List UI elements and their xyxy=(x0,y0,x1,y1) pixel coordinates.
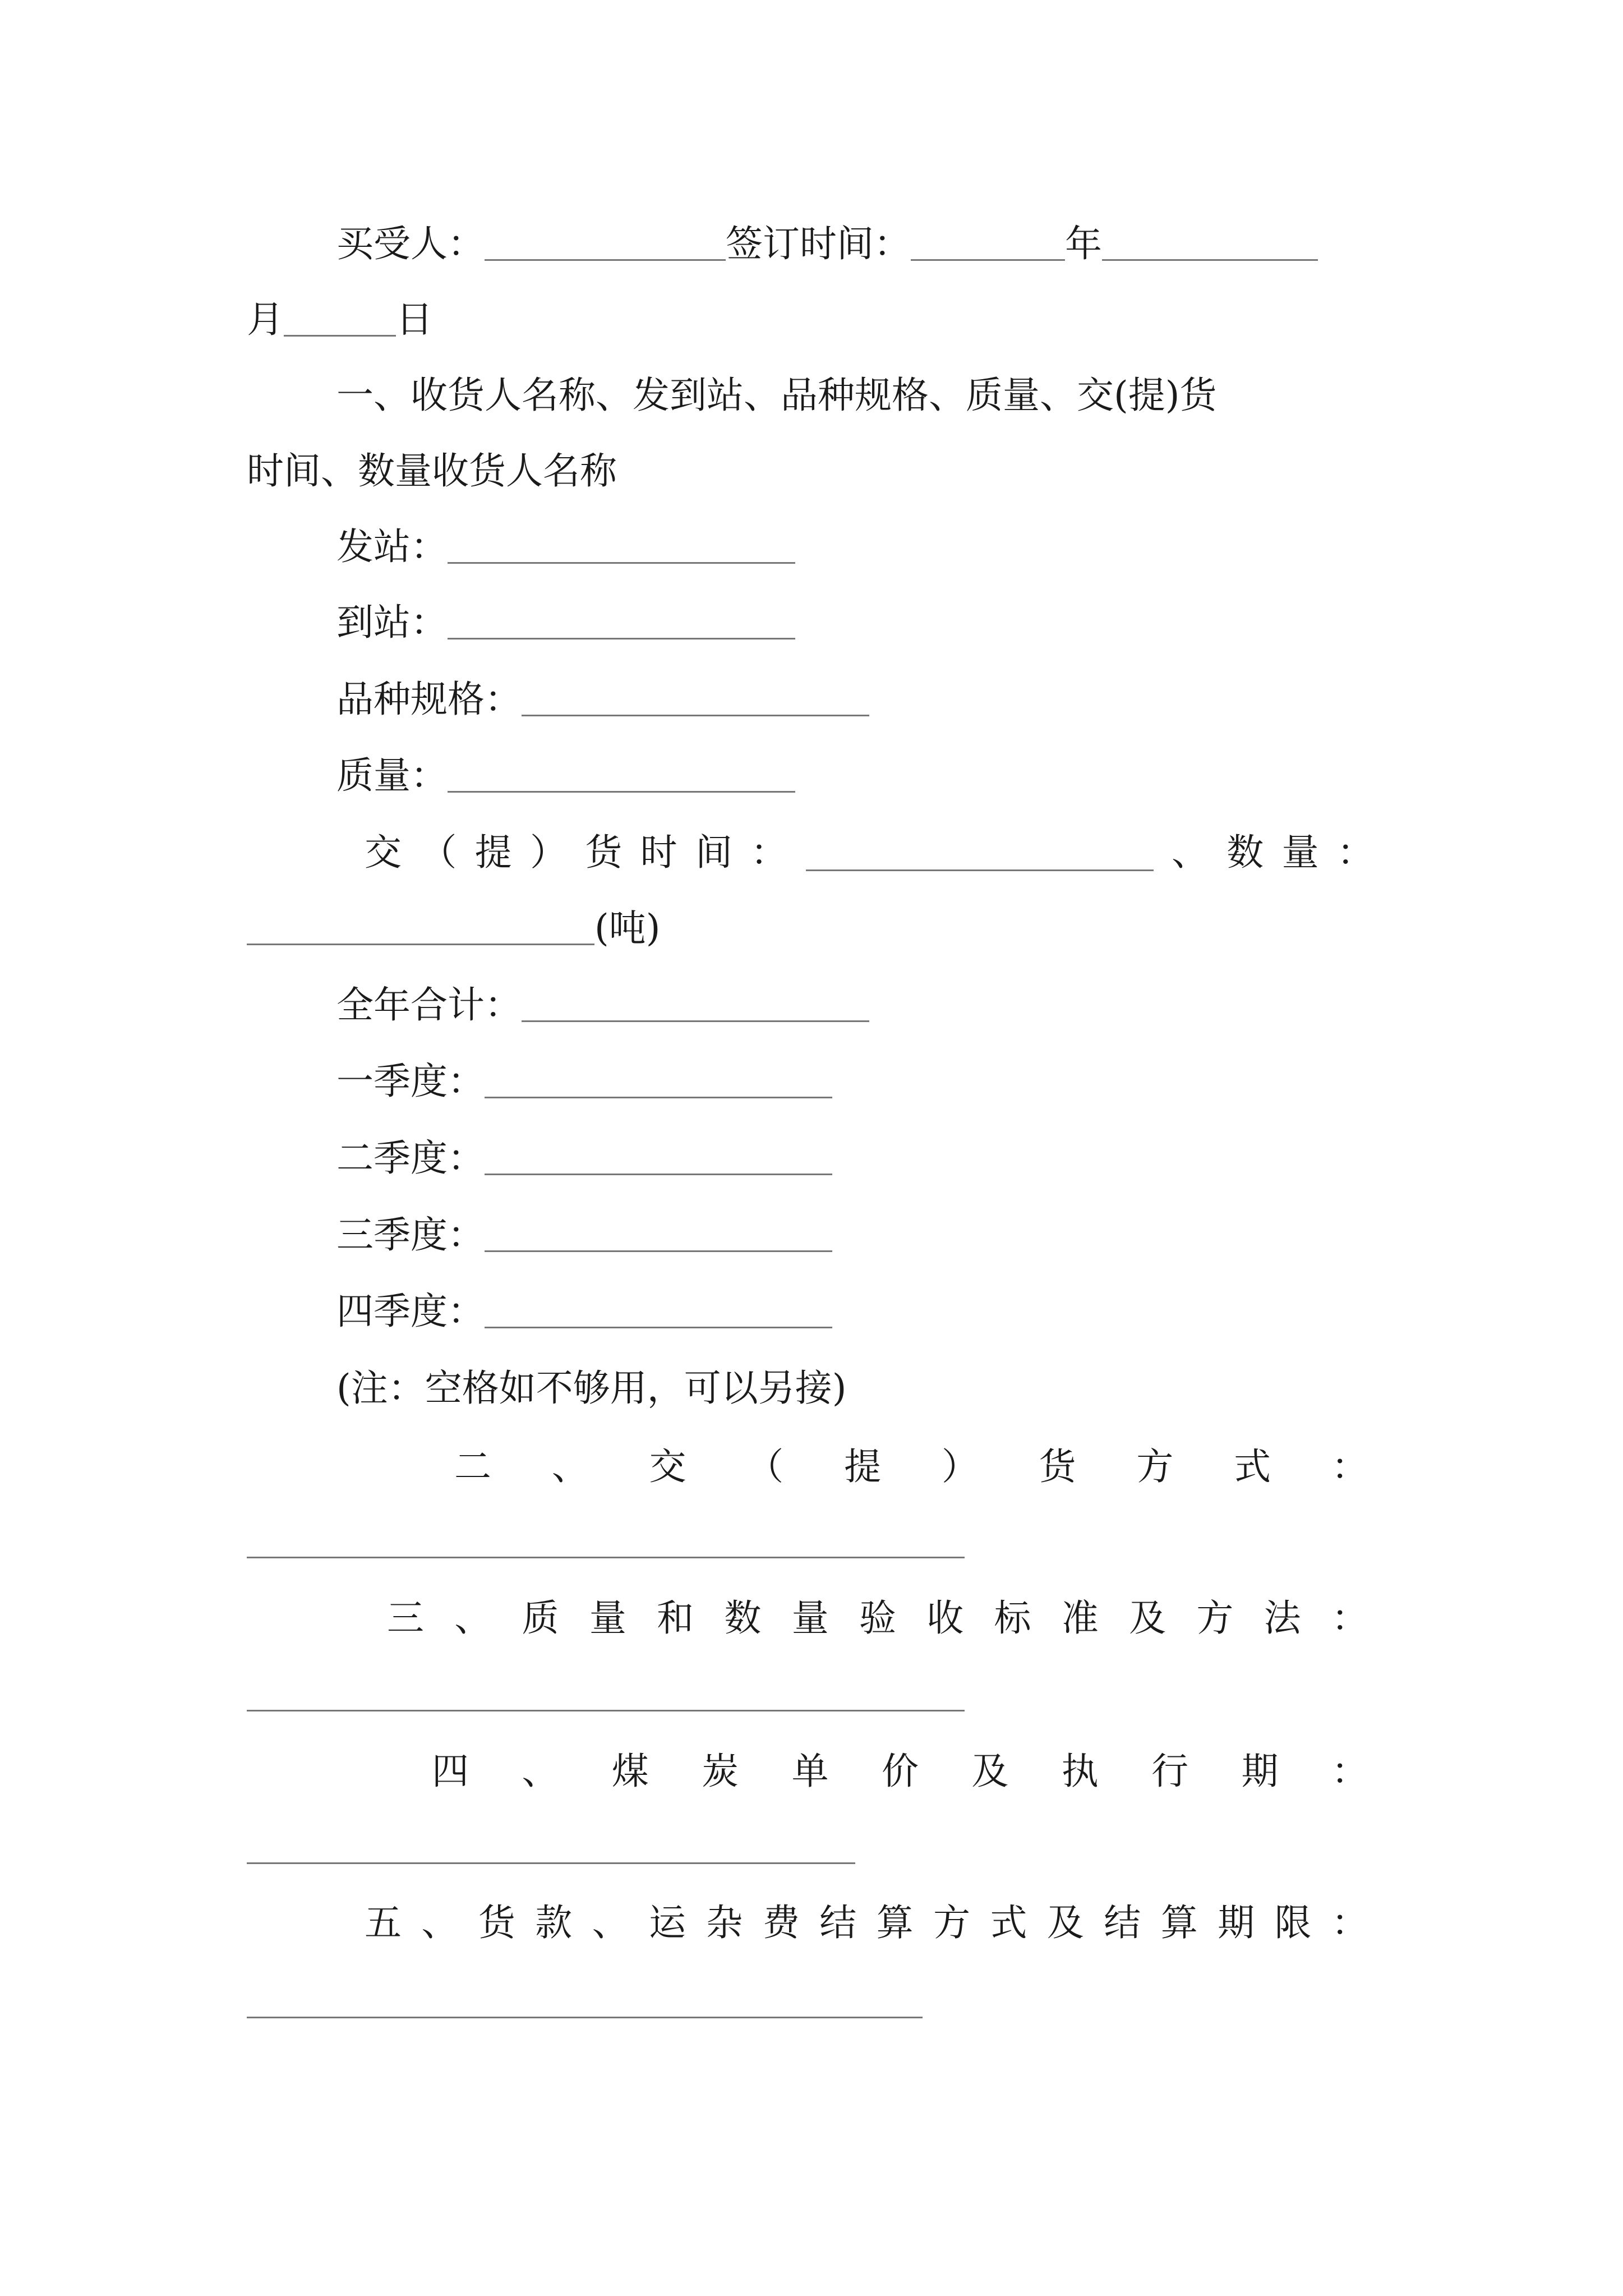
departure-blank[interactable] xyxy=(448,527,795,564)
q4-label: 四季度： xyxy=(336,1290,485,1333)
note-text: (注：空格如不够用，可以另接) xyxy=(336,1366,847,1410)
section4-title xyxy=(432,1741,1368,1802)
s5-char: 期 xyxy=(1218,1901,1255,1944)
s4-char: 、 xyxy=(522,1750,559,1793)
s5-char: 五 xyxy=(365,1901,402,1944)
q1-label: 一季度： xyxy=(336,1060,485,1103)
s5-char: 款 xyxy=(535,1901,573,1944)
s4-char: 行 xyxy=(1151,1750,1189,1793)
s3-char: 量 xyxy=(589,1596,626,1640)
s2-char: ） xyxy=(941,1445,979,1488)
q4-row xyxy=(336,1281,832,1342)
s5-char: ： xyxy=(1331,1901,1368,1944)
annual-total-label: 全年合计： xyxy=(336,983,522,1027)
buyer-blank[interactable] xyxy=(485,224,726,261)
q3-row xyxy=(336,1204,832,1266)
s3-char: ： xyxy=(1331,1596,1368,1640)
s3-char: 方 xyxy=(1196,1596,1234,1640)
s3-char: 及 xyxy=(1129,1596,1166,1640)
dt-char: 货 xyxy=(585,831,623,874)
s5-char: 、 xyxy=(592,1901,629,1944)
s5-char: 方 xyxy=(933,1901,971,1944)
s4-char: 四 xyxy=(432,1750,469,1793)
section1-title-line1: 一、收货人名称、发到站、品种规格、质量、交(提)货 xyxy=(336,374,1217,417)
delivery-time-row xyxy=(365,822,1374,884)
quality-label: 质量： xyxy=(336,754,448,797)
s5-char: 结 xyxy=(819,1901,857,1944)
dt-char: 数 xyxy=(1227,831,1264,874)
q2-blank[interactable] xyxy=(485,1139,832,1175)
s3-char: 准 xyxy=(1061,1596,1099,1640)
s3-char: 数 xyxy=(724,1596,762,1640)
s2-char: 方 xyxy=(1136,1445,1174,1488)
s3-char: 法 xyxy=(1264,1596,1301,1640)
s5-char: 运 xyxy=(649,1901,686,1944)
s2-char: 提 xyxy=(844,1445,882,1488)
dt-char: ： xyxy=(1336,831,1374,874)
dt-char: 间 xyxy=(695,831,732,874)
quality-row xyxy=(336,745,795,807)
q1-blank[interactable] xyxy=(485,1062,832,1098)
dt-char: 提 xyxy=(474,831,512,874)
section3-title xyxy=(387,1588,1368,1649)
q3-blank[interactable] xyxy=(485,1216,832,1252)
s3-char: 标 xyxy=(994,1596,1031,1640)
s3-char: 和 xyxy=(657,1596,694,1640)
arrival-blank[interactable] xyxy=(448,603,795,639)
s5-char: 费 xyxy=(762,1901,800,1944)
s4-char: 单 xyxy=(791,1750,829,1793)
month-blank-lead[interactable] xyxy=(1102,224,1318,261)
buyer-label: 买受人： xyxy=(336,222,485,265)
s2-char: 二 xyxy=(454,1445,491,1488)
delivery-time-blank[interactable] xyxy=(806,835,1154,871)
s4-char: 煤 xyxy=(611,1750,649,1793)
dt-char: （ xyxy=(419,831,457,874)
q2-label: 二季度： xyxy=(336,1137,485,1180)
dt-char: 时 xyxy=(640,831,677,874)
q3-label: 三季度： xyxy=(336,1213,485,1257)
month-label: 月 xyxy=(247,298,284,341)
s5-char: 算 xyxy=(876,1901,914,1944)
section5-title xyxy=(365,1892,1368,1954)
dt-char: 量 xyxy=(1281,831,1319,874)
s3-char: 收 xyxy=(926,1596,964,1640)
s3-char: 验 xyxy=(859,1596,896,1640)
s2-char: 货 xyxy=(1039,1445,1076,1488)
q1-row xyxy=(336,1051,832,1112)
q2-row xyxy=(336,1128,832,1189)
s5-char: 限 xyxy=(1274,1901,1312,1944)
s5-char: 式 xyxy=(990,1901,1027,1944)
s2-char: （ xyxy=(746,1445,784,1488)
section3-blank[interactable] xyxy=(247,1710,965,1711)
section4-blank[interactable] xyxy=(247,1862,855,1864)
date-line-2 xyxy=(247,289,433,351)
s5-char: 货 xyxy=(478,1901,515,1944)
quantity-blank[interactable] xyxy=(247,909,594,945)
quantity-row xyxy=(247,898,661,959)
annual-total-row xyxy=(336,974,869,1036)
s4-char: ： xyxy=(1331,1750,1368,1793)
section2-blank[interactable] xyxy=(247,1557,965,1558)
s3-char: 量 xyxy=(791,1596,829,1640)
s5-char: 杂 xyxy=(706,1901,743,1944)
s5-char: 算 xyxy=(1160,1901,1198,1944)
q4-blank[interactable] xyxy=(485,1292,832,1328)
date-label: 签订时间： xyxy=(726,222,911,265)
s3-char: 三 xyxy=(387,1596,424,1640)
s5-char: 、 xyxy=(421,1901,459,1944)
s3-char: 、 xyxy=(454,1596,492,1640)
dt-char: ： xyxy=(750,831,788,874)
arrival-label: 到站： xyxy=(336,601,448,644)
spec-row xyxy=(336,669,869,730)
s5-char: 结 xyxy=(1104,1901,1141,1944)
s2-char: 式 xyxy=(1234,1445,1271,1488)
s4-char: 期 xyxy=(1241,1750,1279,1793)
year-blank[interactable] xyxy=(911,224,1065,261)
ton-label: (吨) xyxy=(594,907,661,950)
day-blank[interactable] xyxy=(284,300,396,337)
s3-char: 质 xyxy=(522,1596,559,1640)
section5-blank[interactable] xyxy=(247,2017,923,2018)
annual-total-blank[interactable] xyxy=(522,986,869,1022)
section2-title xyxy=(454,1436,1368,1498)
dt-char: 交 xyxy=(365,831,402,874)
section1-title-line2: 时间、数量收货人名称 xyxy=(247,449,617,493)
dt-char: ） xyxy=(529,831,567,874)
departure-row xyxy=(336,516,795,578)
s2-char: ： xyxy=(1331,1445,1368,1488)
s4-char: 及 xyxy=(971,1750,1009,1793)
spec-blank[interactable] xyxy=(522,680,869,716)
s2-char: 交 xyxy=(649,1445,686,1488)
day-label: 日 xyxy=(396,298,433,341)
dt-char: 、 xyxy=(1171,831,1209,874)
quality-blank[interactable] xyxy=(448,756,795,793)
s4-char: 执 xyxy=(1061,1750,1099,1793)
header-line xyxy=(336,213,1318,275)
spec-label: 品种规格： xyxy=(336,678,522,721)
s4-char: 价 xyxy=(881,1750,919,1793)
s5-char: 及 xyxy=(1046,1901,1084,1944)
arrival-row xyxy=(336,592,795,654)
s4-char: 炭 xyxy=(702,1750,739,1793)
departure-label: 发站： xyxy=(336,525,448,568)
year-label: 年 xyxy=(1065,222,1102,265)
s2-char: 、 xyxy=(551,1445,589,1488)
